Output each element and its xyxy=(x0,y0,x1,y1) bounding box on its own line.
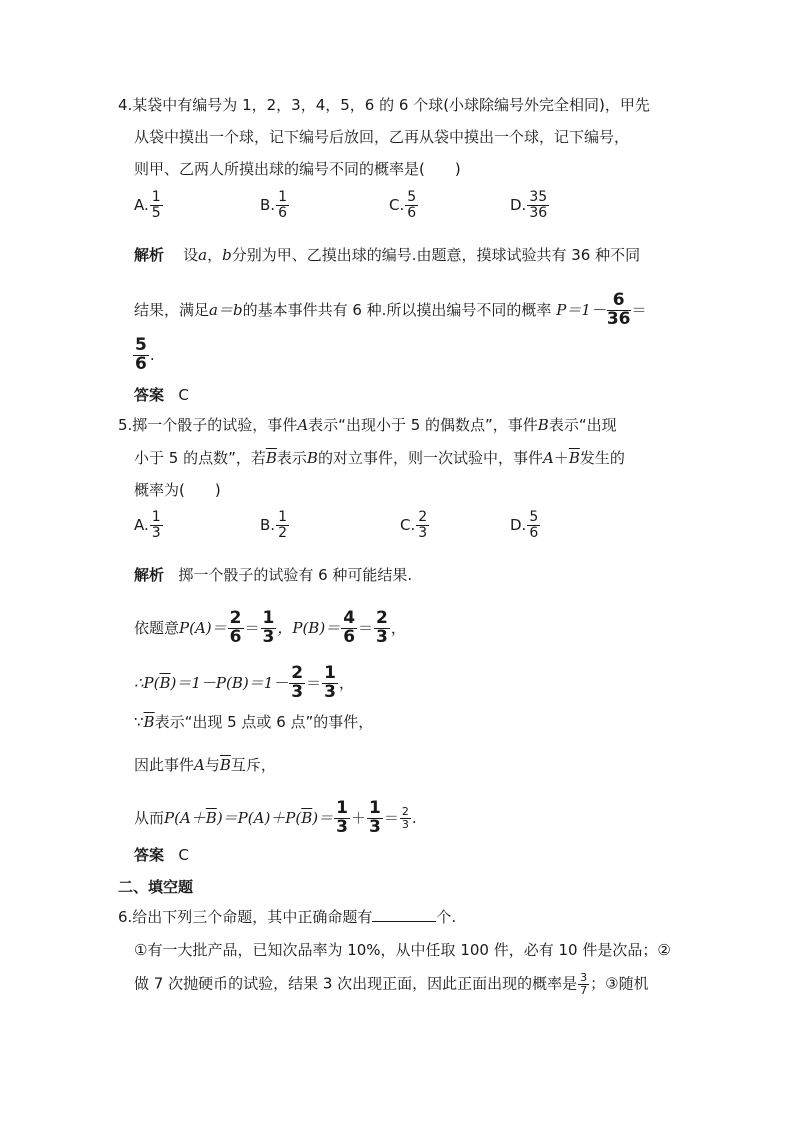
section-heading: 二、填空题 xyxy=(118,878,194,896)
q6-stem-line-3: 做 7 次抛硬币的试验，结果 3 次出现正面，因此正面出现的概率是 $\frac{3}{7}$ ；③随机 xyxy=(134,971,649,997)
q4-stem-line-2: 从袋中摸出一个球，记下编号后放回，乙再从袋中摸出一个球，记下编号， xyxy=(134,128,630,146)
q5-analysis-line-2: 依题意P(A)＝ $\frac{2}{6}$ ＝ $\frac{1}{3}$ ，P(B)＝ $\frac{4}{6}$ ＝ $\frac{2}{3}$ ， xyxy=(134,608,406,647)
q5-analysis-line-1: 解析 掷一个骰子的试验有 6 种可能结果. xyxy=(134,566,413,584)
q5-option-b[interactable]: B. $\frac{1}{2}$ xyxy=(260,509,287,541)
q5-analysis-line-4: $\because\overline{B}$表示“出现 5 点或 6 点”的事件， xyxy=(134,713,374,731)
q5-option-c[interactable]: C. $\frac{2}{3}$ xyxy=(400,509,428,541)
q4-stem-line-1: 4.某袋中有编号为 1，2，3，4，5，6 的 6 个球(小球除编号外完全相同)，甲先 xyxy=(118,96,650,114)
q5-stem-line-3: 概率为( ) xyxy=(134,481,221,499)
q5-analysis-line-5: 因此事件A与$\overline{B}$互斥， xyxy=(134,756,276,774)
q5-stem-line-2: 小于 5 的点数”，若$\overline{B}$表示B的对立事件，则一次试验中，事件$A+\overline{B}$发生的 xyxy=(134,449,625,467)
answer-blank[interactable] xyxy=(372,907,436,922)
q4-option-d[interactable]: D. $\frac{35}{36}$ xyxy=(510,189,548,221)
q5-analysis-line-3: $\therefore P(\overline{B})=1-P(B)=1-$ $\frac{2}{3}$ ＝ $\frac{1}{3}$ ， xyxy=(134,663,355,702)
q6-stem-line-1: 6.给出下列三个命题，其中正确命题有 个. xyxy=(118,908,457,926)
q4-analysis-line-1: 解析 设a，b分别为甲、乙摸出球的编号.由题意，摸球试验共有 36 种不同 xyxy=(134,246,641,264)
q5-stem-line-1: 5.掷一个骰子的试验，事件A表示“出现小于 5 的偶数点”，事件B表示“出现 xyxy=(118,416,617,434)
q5-option-d[interactable]: D. $\frac{5}{6}$ xyxy=(510,509,539,541)
q4-answer: 答案 C xyxy=(134,386,189,404)
q4-result-fraction: $\frac{5}{6}$ . xyxy=(135,335,155,374)
q4-stem-line-3: 则甲、乙两人所摸出球的编号不同的概率是( ) xyxy=(134,160,461,178)
q5-analysis-line-6: 从而$P(A+\overline{B})=P(A)+P(\overline{B})=$ $\frac{1}{3}$ ＋ $\frac{1}{3}$ ＝ $\frac{2}{3}$ . xyxy=(134,798,417,837)
q4-option-b[interactable]: B. $\frac{1}{6}$ xyxy=(260,189,287,221)
q5-answer: 答案 C xyxy=(134,846,189,864)
q4-analysis-line-2: 结果，满足a＝b的基本事件共有 6 种.所以摸出编号不同的概率 P＝1－ $\frac{6}{36}$ ＝ xyxy=(134,290,647,329)
q5-option-a[interactable]: A. $\frac{1}{3}$ xyxy=(134,509,161,541)
q4-option-c[interactable]: C. $\frac{5}{6}$ xyxy=(389,189,417,221)
q6-stem-line-2: ①有一大批产品，已知次品率为 10%，从中任取 100 件，必有 10 件是次品；② xyxy=(134,941,671,959)
q4-option-a[interactable]: A. $\frac{1}{5}$ xyxy=(134,189,161,221)
